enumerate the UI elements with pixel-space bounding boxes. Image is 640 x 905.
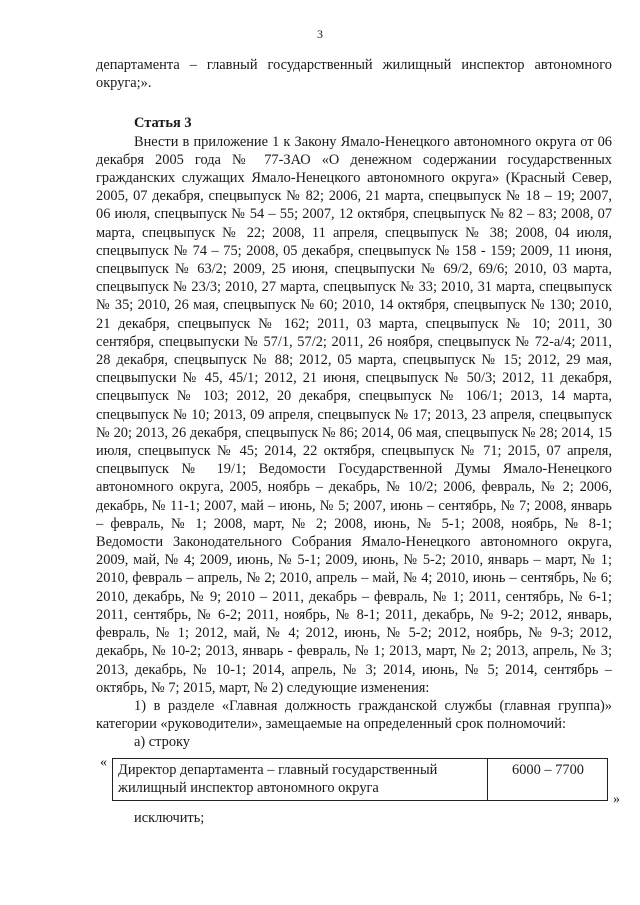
position-table-wrapper [100, 754, 620, 807]
closing-quote: » [613, 791, 620, 807]
document-body [96, 56, 620, 827]
position-table [112, 758, 608, 801]
after-table-text: исключить; [134, 809, 205, 826]
position-cell: Директор департамента – главный государственный жилищный инспектор автономного округа [113, 758, 488, 800]
article-heading: Статья 3 [134, 115, 192, 132]
salary-cell: 6000 – 7700 [488, 758, 608, 800]
item-a-paragraph: а) строку [134, 734, 191, 751]
intro-paragraph: департамента – главный государственный жилищный инспектор автономного округа;». [96, 57, 612, 92]
opening-quote: « [100, 754, 107, 770]
item-1-paragraph: 1) в разделе «Главная должность гражданской службы (главная группа)» категории «руководители», замещаемые на определенный срок полномочий: [96, 697, 612, 733]
page-number: 3 [317, 27, 323, 41]
main-paragraph: Внести в приложение 1 к Закону Ямало-Ненецкого автономного округа от 06 декабря 2005 года № 77-ЗАО «О денежном содержании государственных гражданских служащих Ямало-Ненецкого автономного округа» (Красный Север, 2005, 07 декабря, спецвыпуск № 82; 2006, 21 марта, спецвыпуск № 18 – 19; 2007, 06 июля, спецвыпуск № 54 – 55; 2007, 12 октября, спецвыпуск № 82 – 83; 2008, 07 марта, спецвыпуск № 22; 2008, 11 апреля, спецвыпуск № 38; 2008, 04 июля, спецвыпуск № 74 – 75; 2008, 05 декабря, спецвыпуск № 158 - 159; 2009, 11 июня, спецвыпуск № 63/2; 2009, 25 июня, спецвыпуски № 69/2, 69/6; 2010, 03 марта, спецвыпуск № 23/3; 2010, 27 марта, спецвыпуск № 33; 2010, 31 марта, спецвыпуск № 35; 2010, 26 мая, спецвыпуск № 60; 2010, 14 октября, спецвыпуск № 130; 2010, 21 декабря, спецвыпуск № 162; 2011, 03 марта, спецвыпуск № 10; 2011, 30 сентября, спецвыпуски № 57/1, 57/2; 2011, 26 ноября, спецвыпуск № 72-а/4; 2011, 28 декабря, спецвыпуск № 88; 2012, 05 марта, спецвыпуск № 15; 2012, 29 мая, спецвыпуски № 45, 45/1; 2012, 21 июня, спецвыпуск № 50/3; 2012, 11 декабря, спецвыпуск № 103; 2012, 20 декабря, спецвыпуск № 106/1; 2013, 14 марта, спецвыпуск № 10; 2013, 09 апреля, спецвыпуск № 17; 2013, 23 апреля, спецвыпуск № 20; 2013, 26 декабря, спецвыпуск № 86; 2014, 06 мая, спецвыпуск № 28; 2014, 15 июля, спецвыпуск № 45; 2014, 22 октября, спецвыпуск № 71; 2015, 07 апреля, спецвыпуск № 19/1; Ведомости Государственной Думы Ямало-Ненецкого автономного округа, 2005, ноябрь – декабрь, № 10/2; 2006, февраль, № 2; 2006, декабрь, № 11-1; 2007, май – июнь, № 5; 2007, июнь – сентябрь, № 7; 2008, январь – февраль, № 1; 2008, март, № 2; 2008, июнь, № 5-1; 2008, ноябрь, № 8-1; Ведомости Законодательного Собрания Ямало-Ненецкого автономного округа, 2009, май, № 4; 2009, июнь, № 5-1; 2009, июнь, № 5-2; 2010, январь – март, № 1; 2010, февраль – апрель, № 2; 2010, апрель – май, № 4; 2010, июнь – сентябрь, № 6; 2010, декабрь, № 9; 2010 – 2011, декабрь – февраль, № 1; 2011, сентябрь, № 6-1; 2011, сентябрь, № 6-2; 2011, ноябрь, № 8-1; 2011, декабрь, № 9-2; 2012, январь, февраль, № 1; 2012, май, № 4; 2012, июнь, № 5-2; 2012, ноябрь, № 9-3; 2012, декабрь, № 10-2; 2013, январь - февраль, № 1; 2013, март, № 2; 2013, апрель, № 3; 2013, декабрь, № 10-1; 2014, апрель, № 3; 2014, июнь, № 5; 2014, сентябрь – октябрь, № 7; 2015, март, № 2) следующие изменения: [96, 133, 612, 696]
table-row [113, 758, 608, 800]
